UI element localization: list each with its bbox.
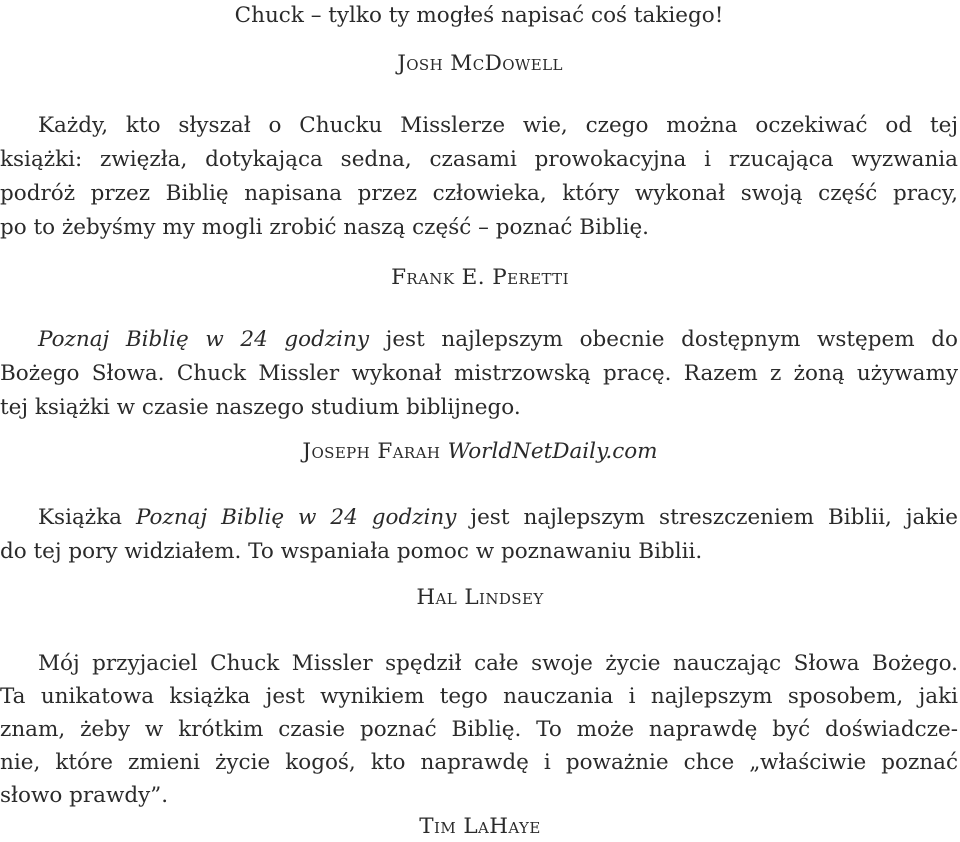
endorsement-5-line-5: słowo prawdy”. [0, 783, 169, 808]
endorsement-1-author: Josh McDowell [397, 51, 563, 76]
endorsement-1-line-1: Chuck – tylko ty mogłeś napisać coś takiego! [234, 3, 724, 28]
endorsement-3-line-2: Bożego Słowa. Chuck Missler wykonał mistrzowską pracę. Razem z żoną używamy [0, 361, 958, 386]
endorsement-2-line-1: Każdy, kto słyszał o Chucku Misslerze wie, czego można oczekiwać od tej [38, 113, 958, 138]
endorsement-3-website: WorldNetDaily.com [447, 439, 658, 464]
endorsement-2-line-4: po to żebyśmy my mogli zrobić naszą część – poznać Biblię. [0, 215, 650, 240]
endorsement-2-author: Frank E. Peretti [391, 265, 569, 290]
endorsement-4-prefix: Książka [38, 505, 136, 530]
endorsement-4-line-2: do tej pory widziałem. To wspaniała pomoc w poznawaniu Biblii. [0, 539, 703, 564]
endorsement-4-text: jest najlepszym streszczeniem Biblii, jakie [456, 505, 958, 530]
endorsement-4-line-1 [0, 501, 958, 534]
book-title: Poznaj Biblię w 24 godziny [135, 505, 457, 530]
endorsement-2-line-3: podróż przez Biblię napisana przez człowieka, który wykonał swoją część pracy, [0, 181, 958, 206]
endorsement-5-line-2: Ta unikatowa książka jest wynikiem tego nauczania i najlepszym sposobem, jaki [0, 684, 958, 709]
endorsement-3-author: Joseph Farah [302, 439, 441, 464]
endorsement-5-line-3: znam, żeby w krótkim czasie poznać Biblię. To może naprawdę być doświadcze- [0, 717, 958, 742]
endorsement-3-text: jest najlepszym obecnie dostępnym wstępem do [369, 327, 958, 352]
endorsement-2-line-2: książki: zwięzła, dotykająca sedna, czasami prowokacyjna i rzucająca wyzwania [0, 147, 958, 172]
endorsement-5-line-4: nie, które zmieni życie kogoś, kto naprawdę i poważnie chce „właściwie poznać [0, 750, 958, 775]
endorsement-3-line-1 [0, 323, 958, 356]
book-title: Poznaj Biblię w 24 godziny [38, 327, 370, 352]
endorsement-4-author: Hal Lindsey [416, 585, 544, 610]
endorsement-5-line-1: Mój przyjaciel Chuck Missler spędził całe swoje życie nauczając Słowa Bożego. [38, 651, 958, 676]
endorsement-3-author-line [0, 437, 960, 467]
endorsement-5-author: Tim LaHaye [419, 814, 541, 839]
endorsement-3-line-3: tej książki w czasie naszego studium biblijnego. [0, 395, 521, 420]
